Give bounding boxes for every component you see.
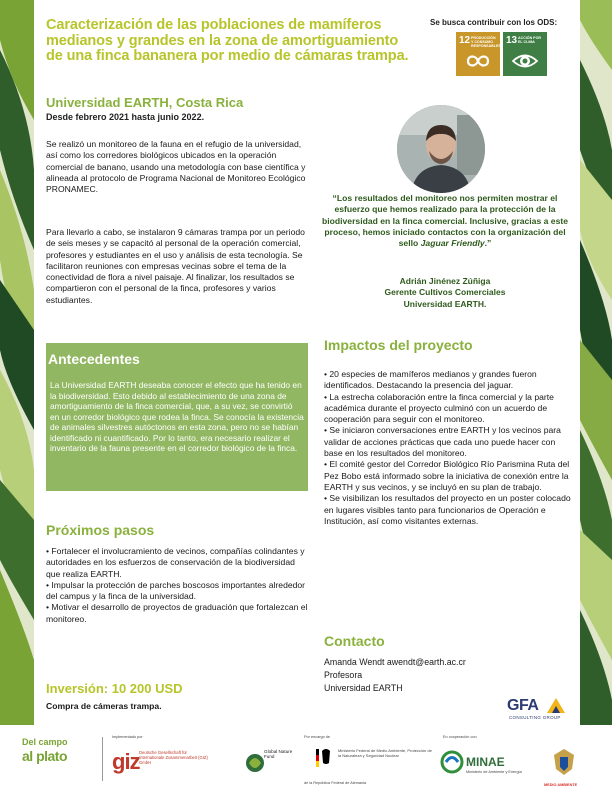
minae-wordmark: MINAE bbox=[466, 755, 505, 769]
antecedentes-heading: Antecedentes bbox=[48, 351, 140, 367]
impactos-list bbox=[324, 369, 574, 527]
implementado-label: Implementado por bbox=[112, 735, 143, 739]
campo-logo-line: Del campo bbox=[22, 737, 68, 747]
project-period: Desde febrero 2021 hasta junio 2022. bbox=[46, 112, 205, 122]
gfa-logo bbox=[507, 697, 571, 723]
contact-name-email[interactable]: Amanda Wendt awendt@earth.ac.cr bbox=[324, 657, 466, 667]
quote-closing: .” bbox=[484, 238, 492, 249]
quote-author-role: Gerente Cultivos Comerciales bbox=[384, 287, 506, 298]
por-encargo-label: Por encargo de bbox=[304, 735, 330, 739]
intro-paragraph-1: Se realizó un monitoreo de la fauna en el refugio de la universidad, así como los corredores biológicos ubicados en la operación comercial de banano, usando una metodología con base científica y alineada al protocolo de Programa Nacional de Monitoreo Ecológico PRONAMEC. bbox=[46, 139, 306, 195]
list-item: • 20 especies de mamíferos medianos y grandes fueron identificados. Destacando la presencia del jaguar. bbox=[324, 369, 537, 391]
gfa-subtitle: CONSULTING GROUP bbox=[509, 715, 561, 720]
organization-name: Universidad EARTH, Costa Rica bbox=[46, 95, 244, 110]
title-line: medianos y grandes en la zona de amortiguamiento bbox=[46, 32, 399, 49]
inversion-heading: Inversión: 10 200 USD bbox=[46, 681, 183, 696]
quote-text: “Los resultados del monitoreo nos permiten mostrar el esfuerzo que hemos realizado para la protección de la biodiversidad en la finca comercial. Inclusive, gracias a este proceso, hemos iniciado contactos con la organización del sello bbox=[322, 193, 568, 249]
quote-author-org: Universidad EARTH. bbox=[403, 298, 487, 309]
list-item: • Fortalecer el involucramiento de vecinos, compañías colindantes y autoridades en los esfuerzos de conservación de la biodiversidad que realiza EARTH. bbox=[46, 546, 305, 579]
antecedentes-text: La Universidad EARTH deseaba conocer el efecto que ha tenido en la biodiversidad. Esto debido al establecimiento de una zona de amortiguamiento de la finca comercial, que, a su vez, se convirtió en un corredor biológico que rodea la finca. Se conocía la existencia de animales silvestres autóctonos en esta zona, pero no se habían identificado ni cuantificado. Por lo tanto, era necesario realizar el inventario de la fauna presente en el corredor biológico de la finca. bbox=[50, 380, 304, 453]
list-item: • Se iniciaron conversaciones entre EARTH y los vecinos para validar de acciones prácticas que cada uno puede hacer con base en los resultados del monitoreo. bbox=[324, 425, 561, 459]
coat-of-arms-logo bbox=[534, 745, 594, 781]
title-line: Caracterización de las poblaciones de mamíferos bbox=[46, 17, 382, 33]
gfa-wordmark: GFA bbox=[507, 697, 539, 714]
contact-role: Profesora bbox=[324, 670, 363, 680]
title-line: de una finca bananera por medio de cámaras trampa. bbox=[46, 48, 409, 64]
ods-number: 12 bbox=[459, 35, 471, 46]
minae-subtitle: Ministerio de Ambiente y Energía bbox=[466, 770, 522, 774]
list-item: • Motivar el desarrollo de proyectos de graduación que fortalezcan el monitoreo. bbox=[46, 602, 308, 624]
giz-name: Deutsche Gesellschaft für Internationale Zusammenarbeit (GIZ) GmbH bbox=[139, 750, 208, 765]
ods-text: PRODUCCIÓN Y CONSUMO RESPONSABLES bbox=[471, 36, 501, 48]
quote-author-name: Adrián Jinénez Zúñiga bbox=[399, 276, 491, 286]
list-item: • La estrecha colaboración entre la finca comercial y la parte académica durante el proyecto culminó con un acuerdo de cooperación para seguir con el monitoreo. bbox=[324, 391, 554, 425]
speaker-photo bbox=[397, 105, 485, 193]
bmu-name: Ministerio Federal de Medio Ambiente, Protección de la Naturaleza y Seguridad Nuclear bbox=[338, 748, 432, 758]
portrait-image bbox=[397, 105, 485, 193]
del-campo-al-plato-logo bbox=[22, 737, 92, 777]
proximos-list bbox=[46, 546, 308, 625]
eye-globe-icon bbox=[511, 50, 539, 72]
partners-footer bbox=[0, 725, 612, 792]
ods-text: ACCIÓN POR EL CLIMA bbox=[518, 36, 541, 44]
ods-13-badge bbox=[503, 32, 547, 76]
ods-number: 13 bbox=[506, 35, 518, 46]
impactos-heading: Impactos del proyecto bbox=[324, 337, 473, 353]
quote-emphasis: Jaguar Friendly bbox=[420, 238, 485, 249]
list-item: • Se visibilizan los resultados del proyecto en un poster colocado en lugares visibles tanto para funcionarios de Operación e Institución, así como visitantes externas. bbox=[324, 493, 571, 526]
list-item: • El comité gestor del Corredor Biológico Río Parismina Ruta del Pez Bobo está informado sobre la iniciativa de conexión entre la EARTH y sus vecinos, y se incluyó en su plan de trabajo. bbox=[324, 459, 570, 492]
testimonial-quote bbox=[322, 193, 568, 249]
gnf-name: Global Nature Fund bbox=[264, 749, 293, 760]
gfa-triangle-icon bbox=[545, 697, 567, 713]
giz-logo: giz bbox=[112, 749, 140, 774]
mima-subtitle: MEDIO AMBIENTE bbox=[544, 783, 578, 787]
contacto-heading: Contacto bbox=[324, 633, 385, 649]
infinity-icon bbox=[464, 50, 492, 72]
poster-title bbox=[46, 18, 416, 65]
list-item: • Impulsar la protección de parches boscosos importantes alrededor del campus y la finca de la universidad. bbox=[46, 579, 306, 602]
contact-org: Universidad EARTH bbox=[324, 683, 403, 693]
bmu-subtitle: de la República Federal de Alemania bbox=[304, 781, 367, 785]
cooperacion-label: En cooperación con bbox=[443, 735, 477, 739]
inversion-detail: Compra de cámeras trampa. bbox=[46, 701, 162, 711]
divider bbox=[102, 737, 103, 781]
campo-logo-line: al plato bbox=[22, 748, 68, 764]
ods-label: Se busca contribuir con los ODS: bbox=[430, 18, 558, 27]
quote-attribution bbox=[322, 276, 568, 310]
proximos-heading: Próximos pasos bbox=[46, 522, 155, 538]
intro-paragraph-2: Para llevarlo a cabo, se instalaron 9 cámaras trampa por un periodo de seis meses y se capacitó al personal de la operación comercial, profesores y estudiantes en el uso y análisis de esta tecnología. Se facilitaron reuniones con empresas vecinas sobre el tema de la conectividad de flora a nivel paisaje. Al finalizar, los resultados se compartieron con el personal de la finca, profesores y varios estudiantes. bbox=[46, 227, 305, 305]
ods-12-badge bbox=[456, 32, 500, 76]
